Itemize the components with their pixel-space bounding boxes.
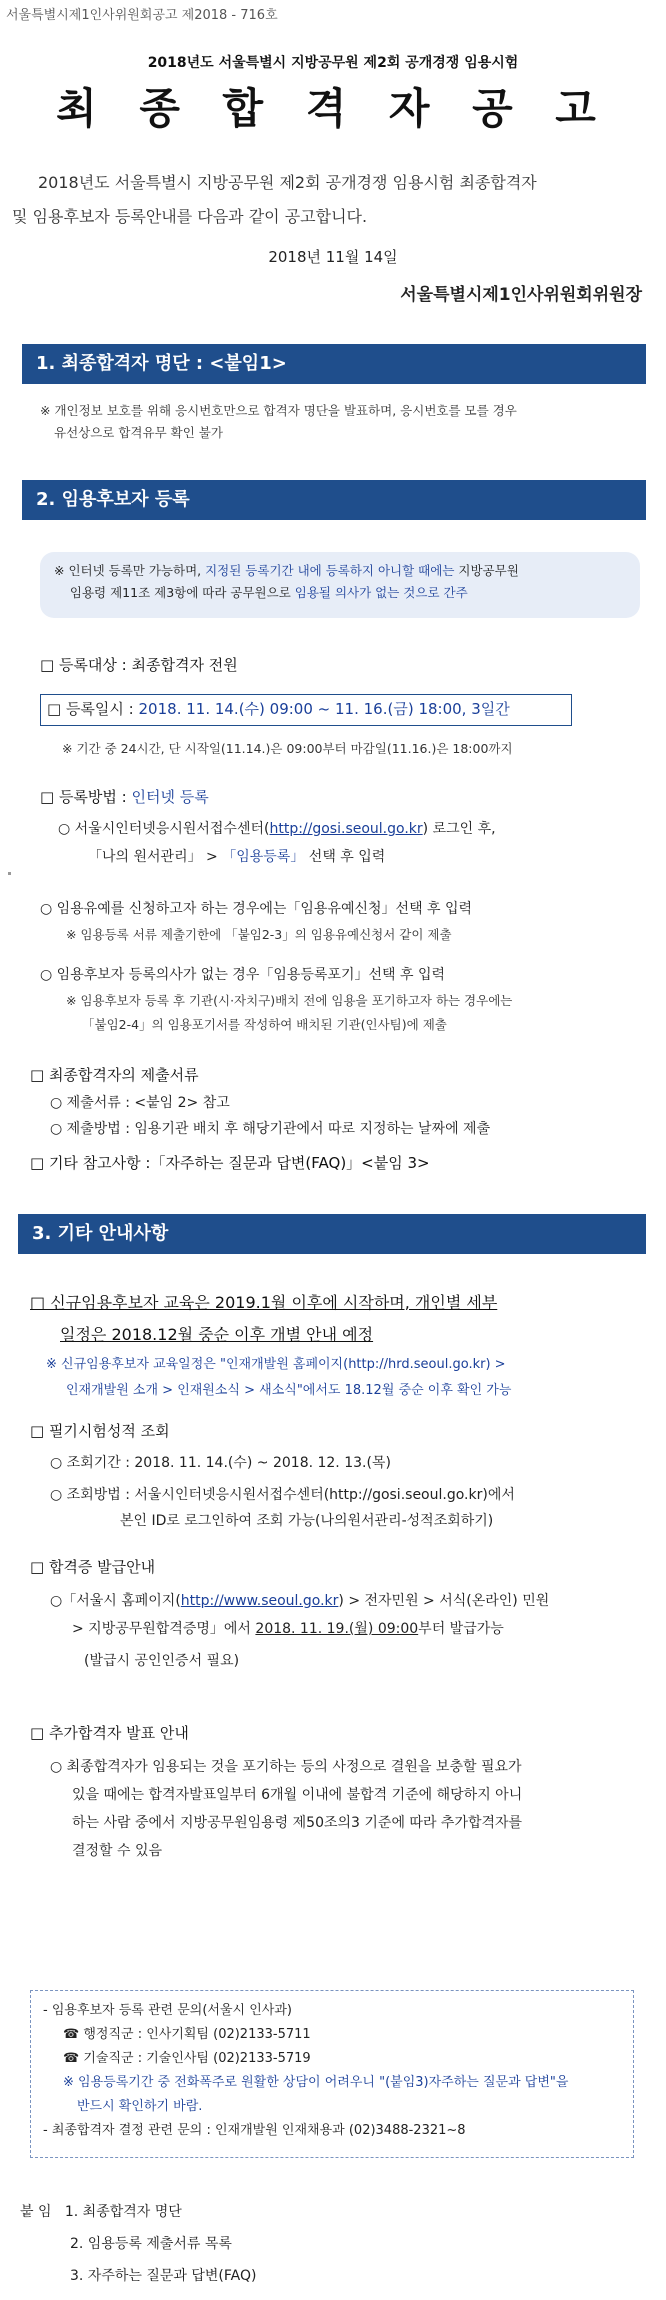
additional-pass-line-4: 결정할 수 있음 xyxy=(72,1843,163,1859)
certificate-line-2-a: > 지방공무원합격증명」에서 xyxy=(72,1621,256,1637)
score-inquiry-method-line-2: 본인 ID로 로그인하여 조회 가능(나의원서관리-성적조회하기) xyxy=(120,1513,494,1529)
method-step-1-text-a: ○ 서울시인터넷응시원서접수센터( xyxy=(58,821,270,837)
education-line-1: □ 신규임용후보자 교육은 2019.1월 이후에 시작하며, 개인별 세부 xyxy=(30,1293,498,1312)
certificate-heading: □ 합격증 발급안내 xyxy=(30,1558,156,1576)
defer-note: ※ 임용등록 서류 제출기한에 「붙임2-3」의 임용유예신청서 같이 제출 xyxy=(66,927,452,942)
section-1-note-line-1: ※ 개인정보 보호를 위해 응시번호만으로 합격자 명단을 발표하며, 응시번호를 모를 경우 xyxy=(40,403,517,418)
method-step-2-text-c: 선택 후 입력 xyxy=(304,849,386,865)
education-note-line-1: ※ 신규임용후보자 교육일정은 "인재개발원 홈페이지(http://hrd.seoul.go.kr) > xyxy=(46,1357,506,1372)
contact-note-line-1: ※ 임용등록기간 중 전화폭주로 원활한 상담이 어려우니 "(붙임3)자주하는 질문과 답변"을 xyxy=(63,2075,569,2090)
section-1-note-line-2: 유선상으로 합격유무 확인 불가 xyxy=(54,425,223,440)
submission-method-item: ○ 제출방법 : 임용기관 배치 후 해당기관에서 따로 지정하는 날짜에 제출 xyxy=(50,1121,491,1137)
gosi-link[interactable]: http://gosi.seoul.go.kr xyxy=(269,821,423,837)
contact-heading: - 임용후보자 등록 관련 문의(서울시 인사과) xyxy=(43,2003,292,2018)
stray-dot xyxy=(8,872,11,875)
contact-note-line-2: 반드시 확인하기 바람. xyxy=(77,2099,203,2114)
score-inquiry-heading: □ 필기시험성적 조회 xyxy=(30,1422,170,1440)
section-2-header: 2. 임용후보자 등록 xyxy=(22,480,646,520)
registration-period-note: ※ 기간 중 24시간, 단 시작일(11.14.)은 09:00부터 마감일(11.16.)은 18:00까지 xyxy=(62,741,513,756)
seoul-homepage-link[interactable]: http://www.seoul.go.kr xyxy=(180,1593,339,1609)
registration-method-label: □ 등록방법 : xyxy=(40,788,127,806)
method-step-2-text-a: 「나의 원서관리」 > xyxy=(88,849,223,865)
certificate-line-1 xyxy=(50,1590,549,1610)
submission-documents-heading: □ 최종합격자의 제출서류 xyxy=(30,1066,199,1084)
defer-instruction: ○ 임용유예를 신청하고자 하는 경우에는「임용유예신청」선택 후 입력 xyxy=(40,901,473,917)
submission-documents-item: ○ 제출서류 : <붙임 2> 참고 xyxy=(50,1095,230,1111)
certificate-line-3: (발급시 공인인증서 필요) xyxy=(84,1653,240,1669)
intro-line-1: 2018년도 서울특별시 지방공무원 제2회 공개경쟁 임용시험 최종합격자 xyxy=(38,173,537,192)
registration-method-value: 인터넷 등록 xyxy=(131,788,209,806)
attachments-label: 붙 임 xyxy=(20,2204,52,2220)
additional-pass-line-1: ○ 최종합격자가 임용되는 것을 포기하는 등의 사정으로 결원을 보충할 필요가 xyxy=(50,1759,522,1775)
other-reference: □ 기타 참고사항 :「자주하는 질문과 답변(FAQ)」<붙임 3> xyxy=(30,1154,430,1172)
giveup-instruction: ○ 임용후보자 등록의사가 없는 경우「임용등록포기」선택 후 입력 xyxy=(40,967,446,983)
info-text-b: 지정된 등록기간 내에 등록하지 아니할 때에는 xyxy=(205,563,455,578)
contact-box xyxy=(30,1990,634,2158)
attachments-list xyxy=(20,2196,256,2292)
certificate-line-2-c: 부터 발급가능 xyxy=(418,1621,504,1637)
giveup-note-line-2: 「붙임2-4」의 임용포기서를 작성하여 배치된 기관(인사팀)에 제출 xyxy=(82,1017,447,1032)
registration-target: □ 등록대상 : 최종합격자 전원 xyxy=(40,656,238,674)
score-inquiry-method-line-1: ○ 조회방법 : 서울시인터넷응시원서접수센터(http://gosi.seoul.go.kr)에서 xyxy=(50,1487,515,1503)
additional-pass-heading: □ 추가합격자 발표 안내 xyxy=(30,1724,189,1742)
registration-info-box xyxy=(40,552,640,618)
info-text-d: 임용령 제11조 제3항에 따라 공무원으로 xyxy=(69,585,291,600)
contact-final: - 최종합격자 결정 관련 문의 : 인재개발원 인재채용과 (02)3488-2321~8 xyxy=(43,2123,466,2138)
education-note-line-2: 인재개발원 소개 > 인재원소식 > 새소식"에서도 18.12월 중순 이후 확인 가능 xyxy=(66,1383,512,1398)
registration-method xyxy=(40,786,209,807)
giveup-note-line-1: ※ 임용후보자 등록 후 기관(시·자치구)배치 전에 임용을 포기하고자 하는 경우에는 xyxy=(66,993,513,1008)
registration-period-label: □ 등록일시 : xyxy=(47,700,134,718)
contact-tech: ☎ 기술직군 : 기술인사팀 (02)2133-5719 xyxy=(63,2051,311,2066)
intro-line-2: 및 임용후보자 등록안내를 다음과 같이 공고합니다. xyxy=(12,207,368,226)
score-inquiry-period: ○ 조회기간 : 2018. 11. 14.(수) ~ 2018. 12. 13.(목) xyxy=(50,1455,391,1471)
certificate-line-1-a: ○「서울시 홈페이지( xyxy=(50,1593,181,1609)
notice-title: 최 종 합 격 자 공 고 xyxy=(56,84,610,133)
certificate-line-2-b: 2018. 11. 19.(월) 09:00 xyxy=(255,1621,419,1637)
section-3-header: 3. 기타 안내사항 xyxy=(18,1214,646,1254)
registration-period-value: 2018. 11. 14.(수) 09:00 ~ 11. 16.(금) 18:00, 3일간 xyxy=(138,700,510,718)
education-line-2: 일정은 2018.12월 중순 이후 개별 안내 예정 xyxy=(60,1325,374,1344)
info-text-e: 임용될 의사가 없는 것으로 간주 xyxy=(294,585,468,600)
attachment-item-2: 2. 임용등록 제출서류 목록 xyxy=(70,2236,232,2252)
method-step-1 xyxy=(58,818,496,838)
additional-pass-line-3: 하는 사람 중에서 지방공무원임용령 제50조의3 기준에 따라 추가합격자를 xyxy=(72,1815,523,1831)
info-text-c: 지방공무원 xyxy=(458,563,519,578)
issuer-name: 서울특별시제1인사위원회위원장 xyxy=(400,285,642,305)
method-step-1-text-b: ) 로그인 후, xyxy=(422,821,496,837)
contact-admin: ☎ 행정직군 : 인사기획팀 (02)2133-5711 xyxy=(63,2027,311,2042)
info-text-a: ※ 인터넷 등록만 가능하며, xyxy=(54,563,202,578)
notice-reference-number: 서울특별시제1인사위원회공고 제2018 - 716호 xyxy=(6,8,278,23)
method-step-2-text-b: 「임용등록」 xyxy=(222,849,305,865)
notice-subtitle: 2018년도 서울특별시 지방공무원 제2회 공개경쟁 임용시험 xyxy=(147,55,519,71)
notice-date: 2018년 11월 14일 xyxy=(268,248,398,266)
intro-paragraph xyxy=(12,166,652,234)
attachment-item-3: 3. 자주하는 질문과 답변(FAQ) xyxy=(70,2268,257,2284)
attachment-item-1: 1. 최종합격자 명단 xyxy=(64,2204,182,2220)
method-step-2 xyxy=(88,846,385,866)
section-1-header: 1. 최종합격자 명단 : <붙임1> xyxy=(22,344,646,384)
additional-pass-line-2: 있을 때에는 합격자발표일부터 6개월 이내에 불합격 기준에 해당하지 아니 xyxy=(72,1787,523,1803)
registration-period-box xyxy=(40,694,572,726)
certificate-line-1-b: ) > 전자민원 > 서식(온라인) 민원 xyxy=(338,1593,550,1609)
certificate-line-2 xyxy=(72,1618,504,1638)
